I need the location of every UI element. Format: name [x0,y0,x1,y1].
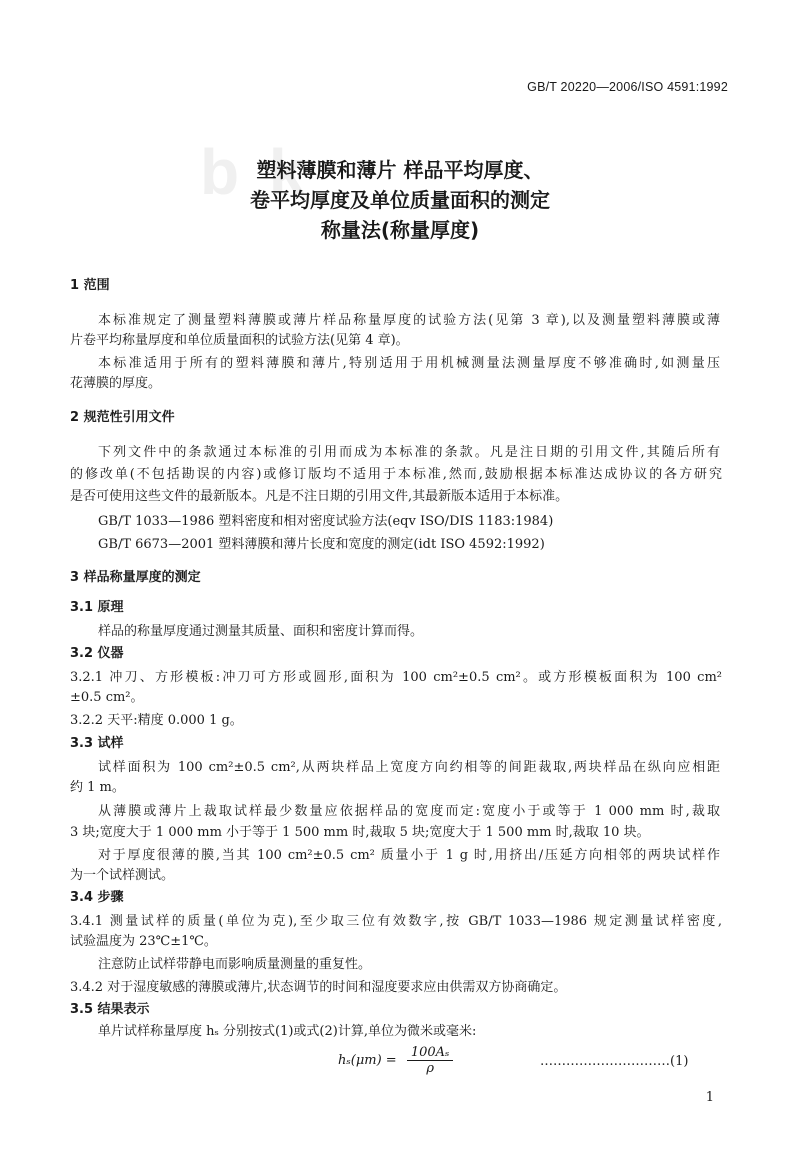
reference-gbt1033: GB/T 1033—1986 塑料密度和相对密度试验方法(eqv ISO/DIS 1183:1984) [98,514,554,529]
sec2-para-line2: 的修改单(不包括勘误的内容)或修订版均不适用于本标准,然而,鼓励根据本标准达成协议的各方研究 [70,467,722,482]
section-3-4-1-line1: 3.4.1 测量试样的质量(单位为克),至少取三位有效数字,按 GB/T 1033—1986 规定测量试样密度, [70,914,722,929]
title-line-1: 塑料薄膜和薄片 样品平均厚度、 [256,158,544,182]
sec2-para-line1: 下列文件中的条款通过本标准的引用而成为本标准的条款。凡是注日期的引用文件,其随后所有 [98,445,720,460]
sec1-para1-line1: 本标准规定了测量塑料薄膜或薄片样品称量厚度的试验方法(见第 3 章),以及测量塑料薄膜或薄 [98,313,720,328]
page-number: 1 [705,1090,714,1105]
sec2-para-line3: 是否可使用这些文件的最新版本。凡是不注日期的引用文件,其最新版本适用于本标准。 [70,489,569,504]
section-3-2-2: 3.2.2 天平:精度 0.000 1 g。 [70,713,243,728]
section-3-3-para1-line2: 约 1 m。 [70,780,125,795]
sec1-para2-line1: 本标准适用于所有的塑料薄膜和薄片,特别适用于用机械测量法测量厚度不够准确时,如测量压 [98,356,720,371]
section-3-1-heading: 3.1 原理 [70,600,124,615]
equation-number: …………………………(1) [540,1054,689,1069]
reference-gbt6673: GB/T 6673—2001 塑料薄膜和薄片长度和宽度的测定(idt ISO 4592:1992) [98,537,545,552]
title-line-3: 称量法(称量厚度) [320,218,480,242]
section-3-4-1-line2: 试验温度为 23℃±1℃。 [70,934,217,949]
sec1-para1-line2: 片卷平均称量厚度和单位质量面积的试验方法(见第 4 章)。 [70,333,409,348]
formula-numerator: 100Aₛ [407,1045,454,1061]
section-3-1-text: 样品的称量厚度通过测量其质量、面积和密度计算而得。 [98,624,424,639]
section-3-3-para3-line2: 为一个试样测试。 [70,868,175,883]
section-3-3-para2-line2: 3 块;宽度大于 1 000 mm 小于等于 1 500 mm 时,裁取 5 块;宽度大于 1 500 mm 时,裁取 10 块。 [70,825,650,840]
section-3-heading: 3 样品称量厚度的测定 [70,570,201,585]
standard-code: GB/T 20220—2006/ISO 4591:1992 [527,80,728,94]
section-3-4-heading: 3.4 步骤 [70,890,124,905]
section-3-2-1-line2: ±0.5 cm²。 [70,690,144,705]
watermark: b k [200,136,311,208]
formula-lhs: hₛ(μm) = [338,1053,397,1068]
section-1-heading: 1 范围 [70,278,110,293]
formula-fraction [407,1045,454,1076]
section-3-3-heading: 3.3 试样 [70,736,124,751]
section-3-2-heading: 3.2 仪器 [70,646,124,661]
title-line-2: 卷平均厚度及单位质量面积的测定 [250,188,550,212]
formula-1 [338,1045,453,1076]
section-3-3-para3-line1: 对于厚度很薄的膜,当其 100 cm²±0.5 cm² 质量小于 1 g 时,用挤出/压延方向相邻的两块试样作 [98,848,720,863]
section-3-2-1-line1: 3.2.1 冲刀、方形模板:冲刀可方形或圆形,面积为 100 cm²±0.5 cm²。或方形模板面积为 100 cm² [70,670,722,685]
formula-denominator: ρ [426,1061,434,1076]
section-3-3-para2-line1: 从薄膜或薄片上裁取试样最少数量应依据样品的宽度而定:宽度小于或等于 1 000 mm 时,裁取 [98,804,720,819]
sec1-para2-line2: 花薄膜的厚度。 [70,376,162,391]
section-3-4-2: 3.4.2 对于湿度敏感的薄膜或薄片,状态调节的时间和湿度要求应由供需双方协商确定。 [70,980,567,995]
section-3-4-1-note: 注意防止试样带静电而影响质量测量的重复性。 [98,957,372,972]
section-3-5-heading: 3.5 结果表示 [70,1002,150,1017]
section-3-3-para1-line1: 试样面积为 100 cm²±0.5 cm²,从两块样品上宽度方向约相等的间距裁取,两块样品在纵向应相距 [98,760,720,775]
section-2-heading: 2 规范性引用文件 [70,410,175,425]
section-3-5-text: 单片试样称量厚度 hₛ 分别按式(1)或式(2)计算,单位为微米或毫米: [98,1024,477,1039]
